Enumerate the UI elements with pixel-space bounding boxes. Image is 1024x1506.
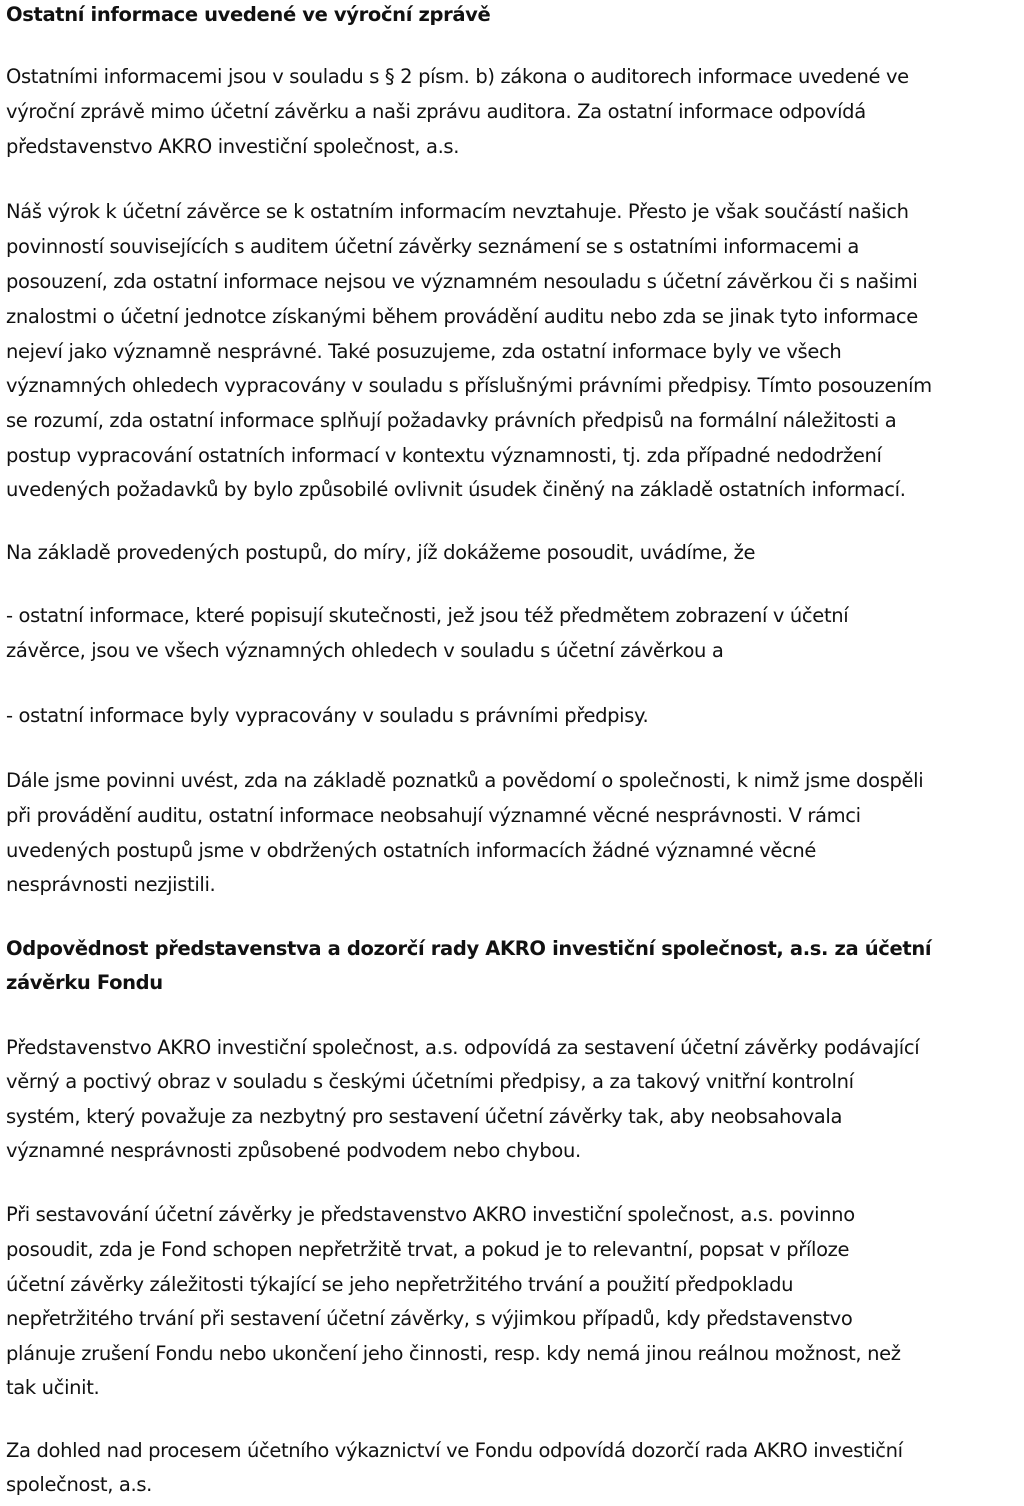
paragraph-line: nepřetržitého trvání při sestavení účetní závěrky, s výjimkou případů, kdy představenstvo [6,1307,853,1330]
list-item-line: - ostatní informace byly vypracovány v souladu s právními předpisy. [6,704,649,727]
paragraph-line: výroční zprávě mimo účetní závěrku a naši zprávu auditora. Za ostatní informace odpovídá [6,100,866,123]
paragraph-line: plánuje zrušení Fondu nebo ukončení jeho činnosti, resp. kdy nemá jinou reálnou možnost, než [6,1342,901,1365]
paragraph-line: Při sestavování účetní závěrky je představenstvo AKRO investiční společnost, a.s. povinno [6,1203,855,1226]
section-heading-other-information: Ostatní informace uvedené ve výroční zprávě [6,3,491,26]
paragraph-line: uvedených požadavků by bylo způsobilé ovlivnit úsudek činěný na základě ostatních informací. [6,478,906,501]
paragraph-line: se rozumí, zda ostatní informace splňují požadavky právních předpisů na formální náležitosti a [6,409,897,432]
list-item-line: závěrce, jsou ve všech významných ohledech v souladu s účetní závěrkou a [6,639,724,662]
paragraph-line: uvedených postupů jsme v obdržených ostatních informacích žádné významné věcné [6,839,817,862]
paragraph-line: významných ohledech vypracovány v souladu s příslušnými právními předpisy. Tímto posouzením [6,374,932,397]
paragraph-line: posouzení, zda ostatní informace nejsou ve významném nesouladu s účetní závěrkou či s našimi [6,270,918,293]
paragraph-line: Dále jsme povinni uvést, zda na základě poznatků a povědomí o společnosti, k nimž jsme dospěli [6,769,924,792]
paragraph-line: při provádění auditu, ostatní informace neobsahují významné věcné nesprávnosti. V rámci [6,804,861,827]
section-heading-responsibility-continued: závěrku Fondu [6,971,163,994]
paragraph-line: znalostmi o účetní jednotce získanými během provádění auditu nebo zda se jinak tyto informace [6,305,918,328]
paragraph-line: Náš výrok k účetní závěrce se k ostatním informacím nevztahuje. Přesto je však součástí našich [6,200,909,223]
paragraph-line: Ostatními informacemi jsou v souladu s § 2 písm. b) zákona o auditorech informace uvedené ve [6,65,909,88]
paragraph-line: významné nesprávnosti způsobené podvodem nebo chybou. [6,1139,581,1162]
paragraph-line: Představenstvo AKRO investiční společnost, a.s. odpovídá za sestavení účetní závěrky podávající [6,1036,920,1059]
paragraph-line: postup vypracování ostatních informací v kontextu významnosti, tj. zda případné nedodržení [6,444,882,467]
paragraph-line: nesprávnosti nezjistili. [6,873,216,896]
list-item-line: - ostatní informace, které popisují skutečnosti, jež jsou též předmětem zobrazení v účetní [6,604,849,627]
paragraph-line: věrný a poctivý obraz v souladu s českými účetními předpisy, a za takový vnitřní kontrolní [6,1070,854,1093]
paragraph-line: povinností souvisejících s auditem účetní závěrky seznámení se s ostatními informacemi a [6,235,859,258]
paragraph-line: představenstvo AKRO investiční společnost, a.s. [6,135,460,158]
paragraph-line: společnost, a.s. [6,1473,153,1496]
paragraph-line: Na základě provedených postupů, do míry, jíž dokážeme posoudit, uvádíme, že [6,541,756,564]
section-heading-responsibility: Odpovědnost představenstva a dozorčí rady AKRO investiční společnost, a.s. za účetní [6,937,932,960]
paragraph-line: posoudit, zda je Fond schopen nepřetržitě trvat, a pokud je to relevantní, popsat v příloze [6,1238,850,1261]
paragraph-line: tak učinit. [6,1376,100,1399]
paragraph-line: nejeví jako významně nesprávné. Také posuzujeme, zda ostatní informace byly ve všech [6,340,842,363]
paragraph-line: systém, který považuje za nezbytný pro sestavení účetní závěrky tak, aby neobsahovala [6,1105,843,1128]
paragraph-line: účetní závěrky záležitosti týkající se jeho nepřetržitého trvání a použití předpokladu [6,1273,794,1296]
paragraph-line: Za dohled nad procesem účetního výkaznictví ve Fondu odpovídá dozorčí rada AKRO investiční [6,1439,903,1462]
